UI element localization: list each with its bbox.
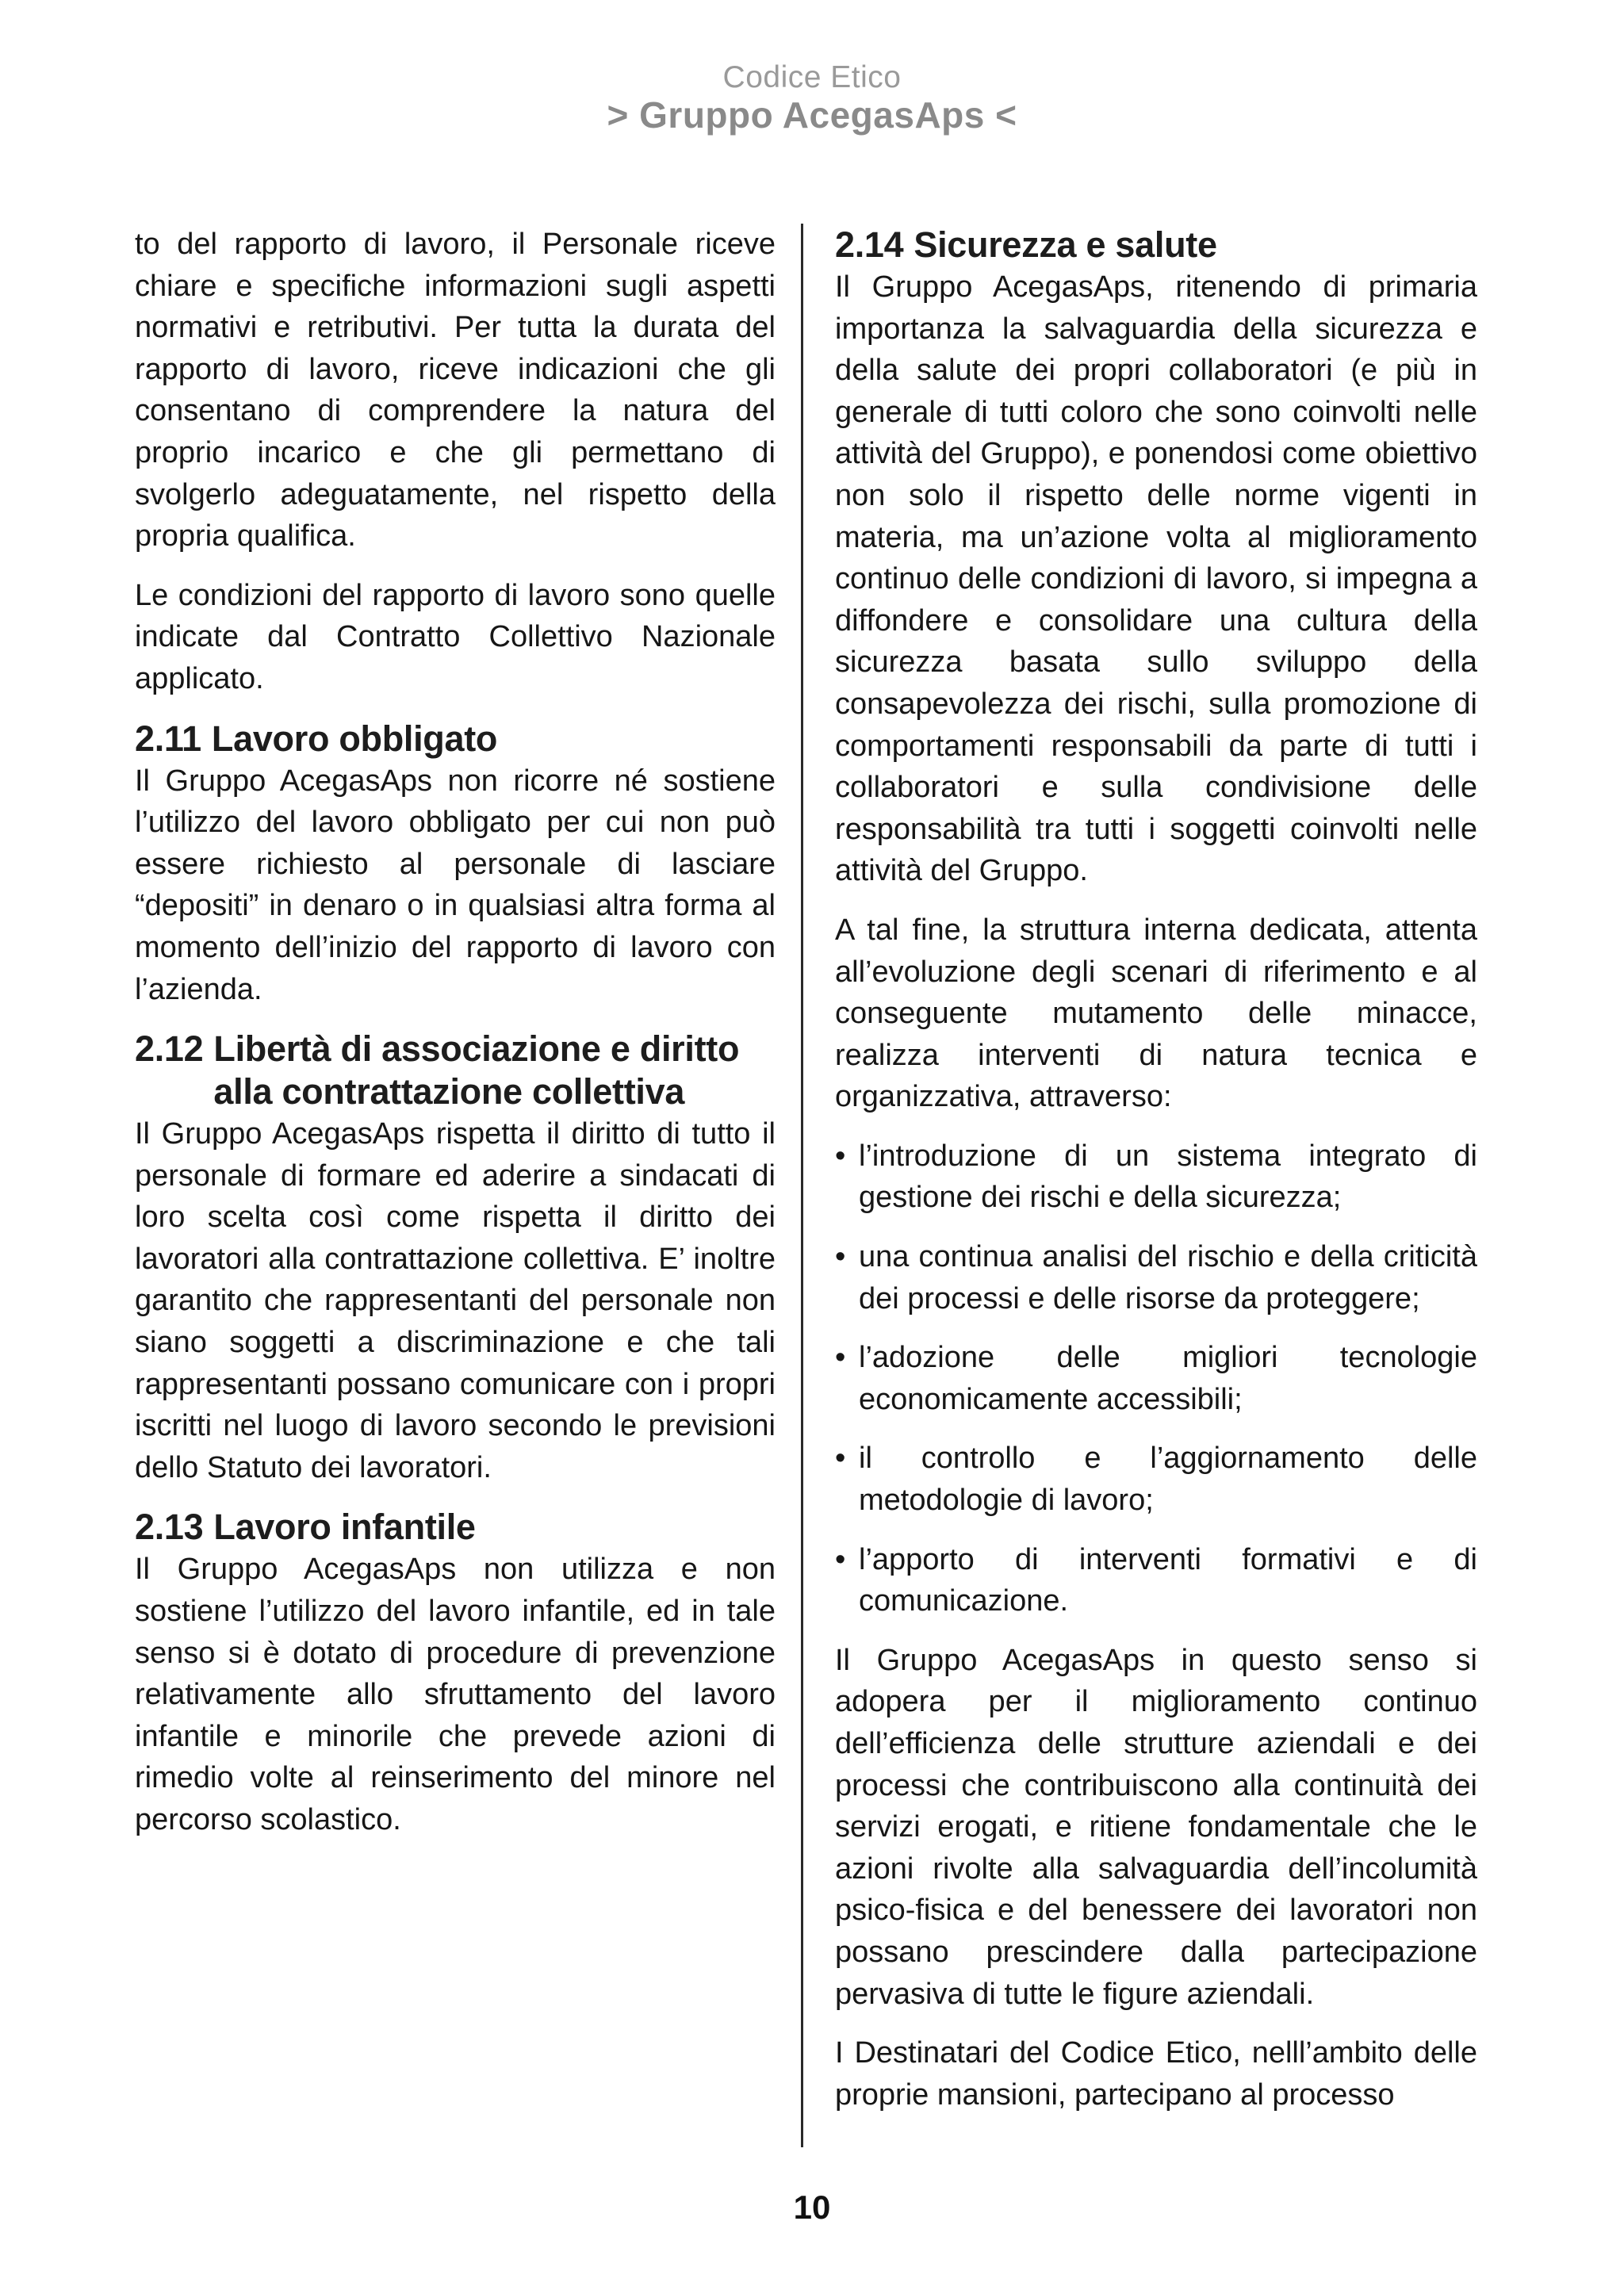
list-item bbox=[835, 1539, 1477, 1622]
header-org-name: > Gruppo AcegasAps < bbox=[607, 94, 1017, 136]
list-item bbox=[835, 1337, 1477, 1420]
section-2-14-paragraph-2: A tal fine, la struttura interna dedicata, attenta all’evoluzione degli scenari di riferimento e al conseguente mutamento delle minacce, realizza interventi di natura tecnica e organizzativa, attraverso: bbox=[835, 913, 1477, 1114]
section-title: Lavoro infantile bbox=[213, 1507, 476, 1548]
list-item-text: il controllo e l’aggiornamento delle metodologie di lavoro; bbox=[859, 1442, 1477, 1518]
intro-paragraph-1: to del rapporto di lavoro, il Personale riceve chiare e specifiche informazioni sugli aspetti normativi e retributivi. Per tutta la durata del rapporto di lavoro, riceve indicazioni che gli consentano di comprendere la natura del proprio incarico e che gli permettano di svolgerlo adeguatamente, nel rispetto della propria qualifica. bbox=[135, 228, 776, 553]
section-heading-2-13 bbox=[135, 1506, 776, 1549]
section-title: Lavoro obbligato bbox=[211, 718, 498, 759]
list-item bbox=[835, 1236, 1477, 1319]
section-2-13-paragraph: Il Gruppo AcegasAps non utilizza e non sostiene l’utilizzo del lavoro infantile, ed in tale senso si è dotato di procedure di prevenzione relativamente allo sfruttamento del lavoro infantile e minorile che prevede azioni di rimedio volte al reinserimento del minore nel percorso scolastico. bbox=[135, 1553, 776, 1836]
section-number: 2.14 bbox=[835, 224, 904, 265]
section-number: 2.13 bbox=[135, 1507, 204, 1548]
bullet-icon: • bbox=[835, 1442, 846, 1476]
section-title: Sicurezza e salute bbox=[914, 224, 1217, 265]
bullet-icon: • bbox=[835, 1542, 846, 1576]
section-2-14-paragraph-1: Il Gruppo AcegasAps, ritenendo di primaria importanza la salvaguardia della sicurezza e della salute dei propri collaboratori (e più in generale di tutti coloro che sono coinvolti nelle attività del Gruppo), e ponendosi come obiettivo non solo il rispetto delle norme vigenti in materia, ma un’azione volta al miglioramento continuo delle condizioni di lavoro, si impegna a diffondere e consolidare una cultura della sicurezza basata sullo sviluppo della consapevolezza dei rischi, sulla promozione di comportamenti responsabili da parte di tutti i collaboratori e sulla condivisione delle responsabilità tra tutti i soggetti coinvolti nelle attività del Gruppo. bbox=[835, 270, 1477, 888]
section-2-14-closing-paragraph-2: I Destinatari del Codice Etico, nelll’ambito delle proprie mansioni, partecipano al processo bbox=[835, 2036, 1477, 2112]
section-heading-2-12 bbox=[135, 1028, 776, 1113]
section-title: Libertà di associazione e diritto alla contrattazione collettiva bbox=[213, 1028, 740, 1112]
section-number: 2.12 bbox=[135, 1028, 204, 1070]
list-item bbox=[835, 1135, 1477, 1219]
bullet-icon: • bbox=[835, 1341, 846, 1375]
left-column bbox=[135, 224, 776, 1859]
intro-paragraph-2: Le condizioni del rapporto di lavoro sono quelle indicate dal Contratto Collettivo Nazionale applicato. bbox=[135, 578, 776, 695]
list-item-text: l’apporto di interventi formativi e di comunicazione. bbox=[859, 1542, 1477, 1618]
bullet-icon: • bbox=[835, 1139, 846, 1173]
list-item bbox=[835, 1438, 1477, 1521]
section-heading-2-14 bbox=[835, 224, 1477, 266]
bullet-list bbox=[835, 1135, 1477, 1622]
right-column bbox=[835, 224, 1477, 2133]
column-divider bbox=[801, 224, 803, 2147]
page-number: 10 bbox=[793, 2189, 831, 2226]
section-2-14-closing-paragraph-1: Il Gruppo AcegasAps in questo senso si adopera per il miglioramento continuo dell’efficienza delle strutture aziendali e dei processi che contribuiscono alla continuità dei servizi erogati, e ritiene fondamentale che le azioni rivolte alla salvaguardia dell’incolumità psico-fisica e del benessere dei lavoratori non possano prescindere dalla partecipazione pervasiva di tutte le figure aziendali. bbox=[835, 1643, 1477, 2011]
list-item-text: una continua analisi del rischio e della criticità dei processi e delle risorse da proteggere; bbox=[859, 1240, 1477, 1315]
header-doc-title: Codice Etico bbox=[722, 60, 902, 94]
section-heading-2-11 bbox=[135, 718, 776, 760]
section-2-12-paragraph: Il Gruppo AcegasAps rispetta il diritto di tutto il personale di formare ed aderire a sindacati di loro scelta così come rispetta il diritto dei lavoratori alla contrattazione collettiva. E’ inoltre garantito che rappresentanti del personale non siano soggetti a discriminazione e che tali rappresentanti possano comunicare con i propri iscritti nel luogo di lavoro secondo le previsioni dello Statuto dei lavoratori. bbox=[135, 1117, 776, 1484]
section-number: 2.11 bbox=[135, 718, 201, 759]
bullet-icon: • bbox=[835, 1240, 846, 1274]
list-item-text: l’adozione delle migliori tecnologie economicamente accessibili; bbox=[859, 1341, 1477, 1416]
section-2-11-paragraph: Il Gruppo AcegasAps non ricorre né sostiene l’utilizzo del lavoro obbligato per cui non può essere richiesto al personale di lasciare “depositi” in denaro o in qualsiasi altra forma al momento dell’inizio del rapporto di lavoro con l’azienda. bbox=[135, 764, 776, 1006]
list-item-text: l’introduzione di un sistema integrato di gestione dei rischi e della sicurezza; bbox=[859, 1139, 1477, 1215]
